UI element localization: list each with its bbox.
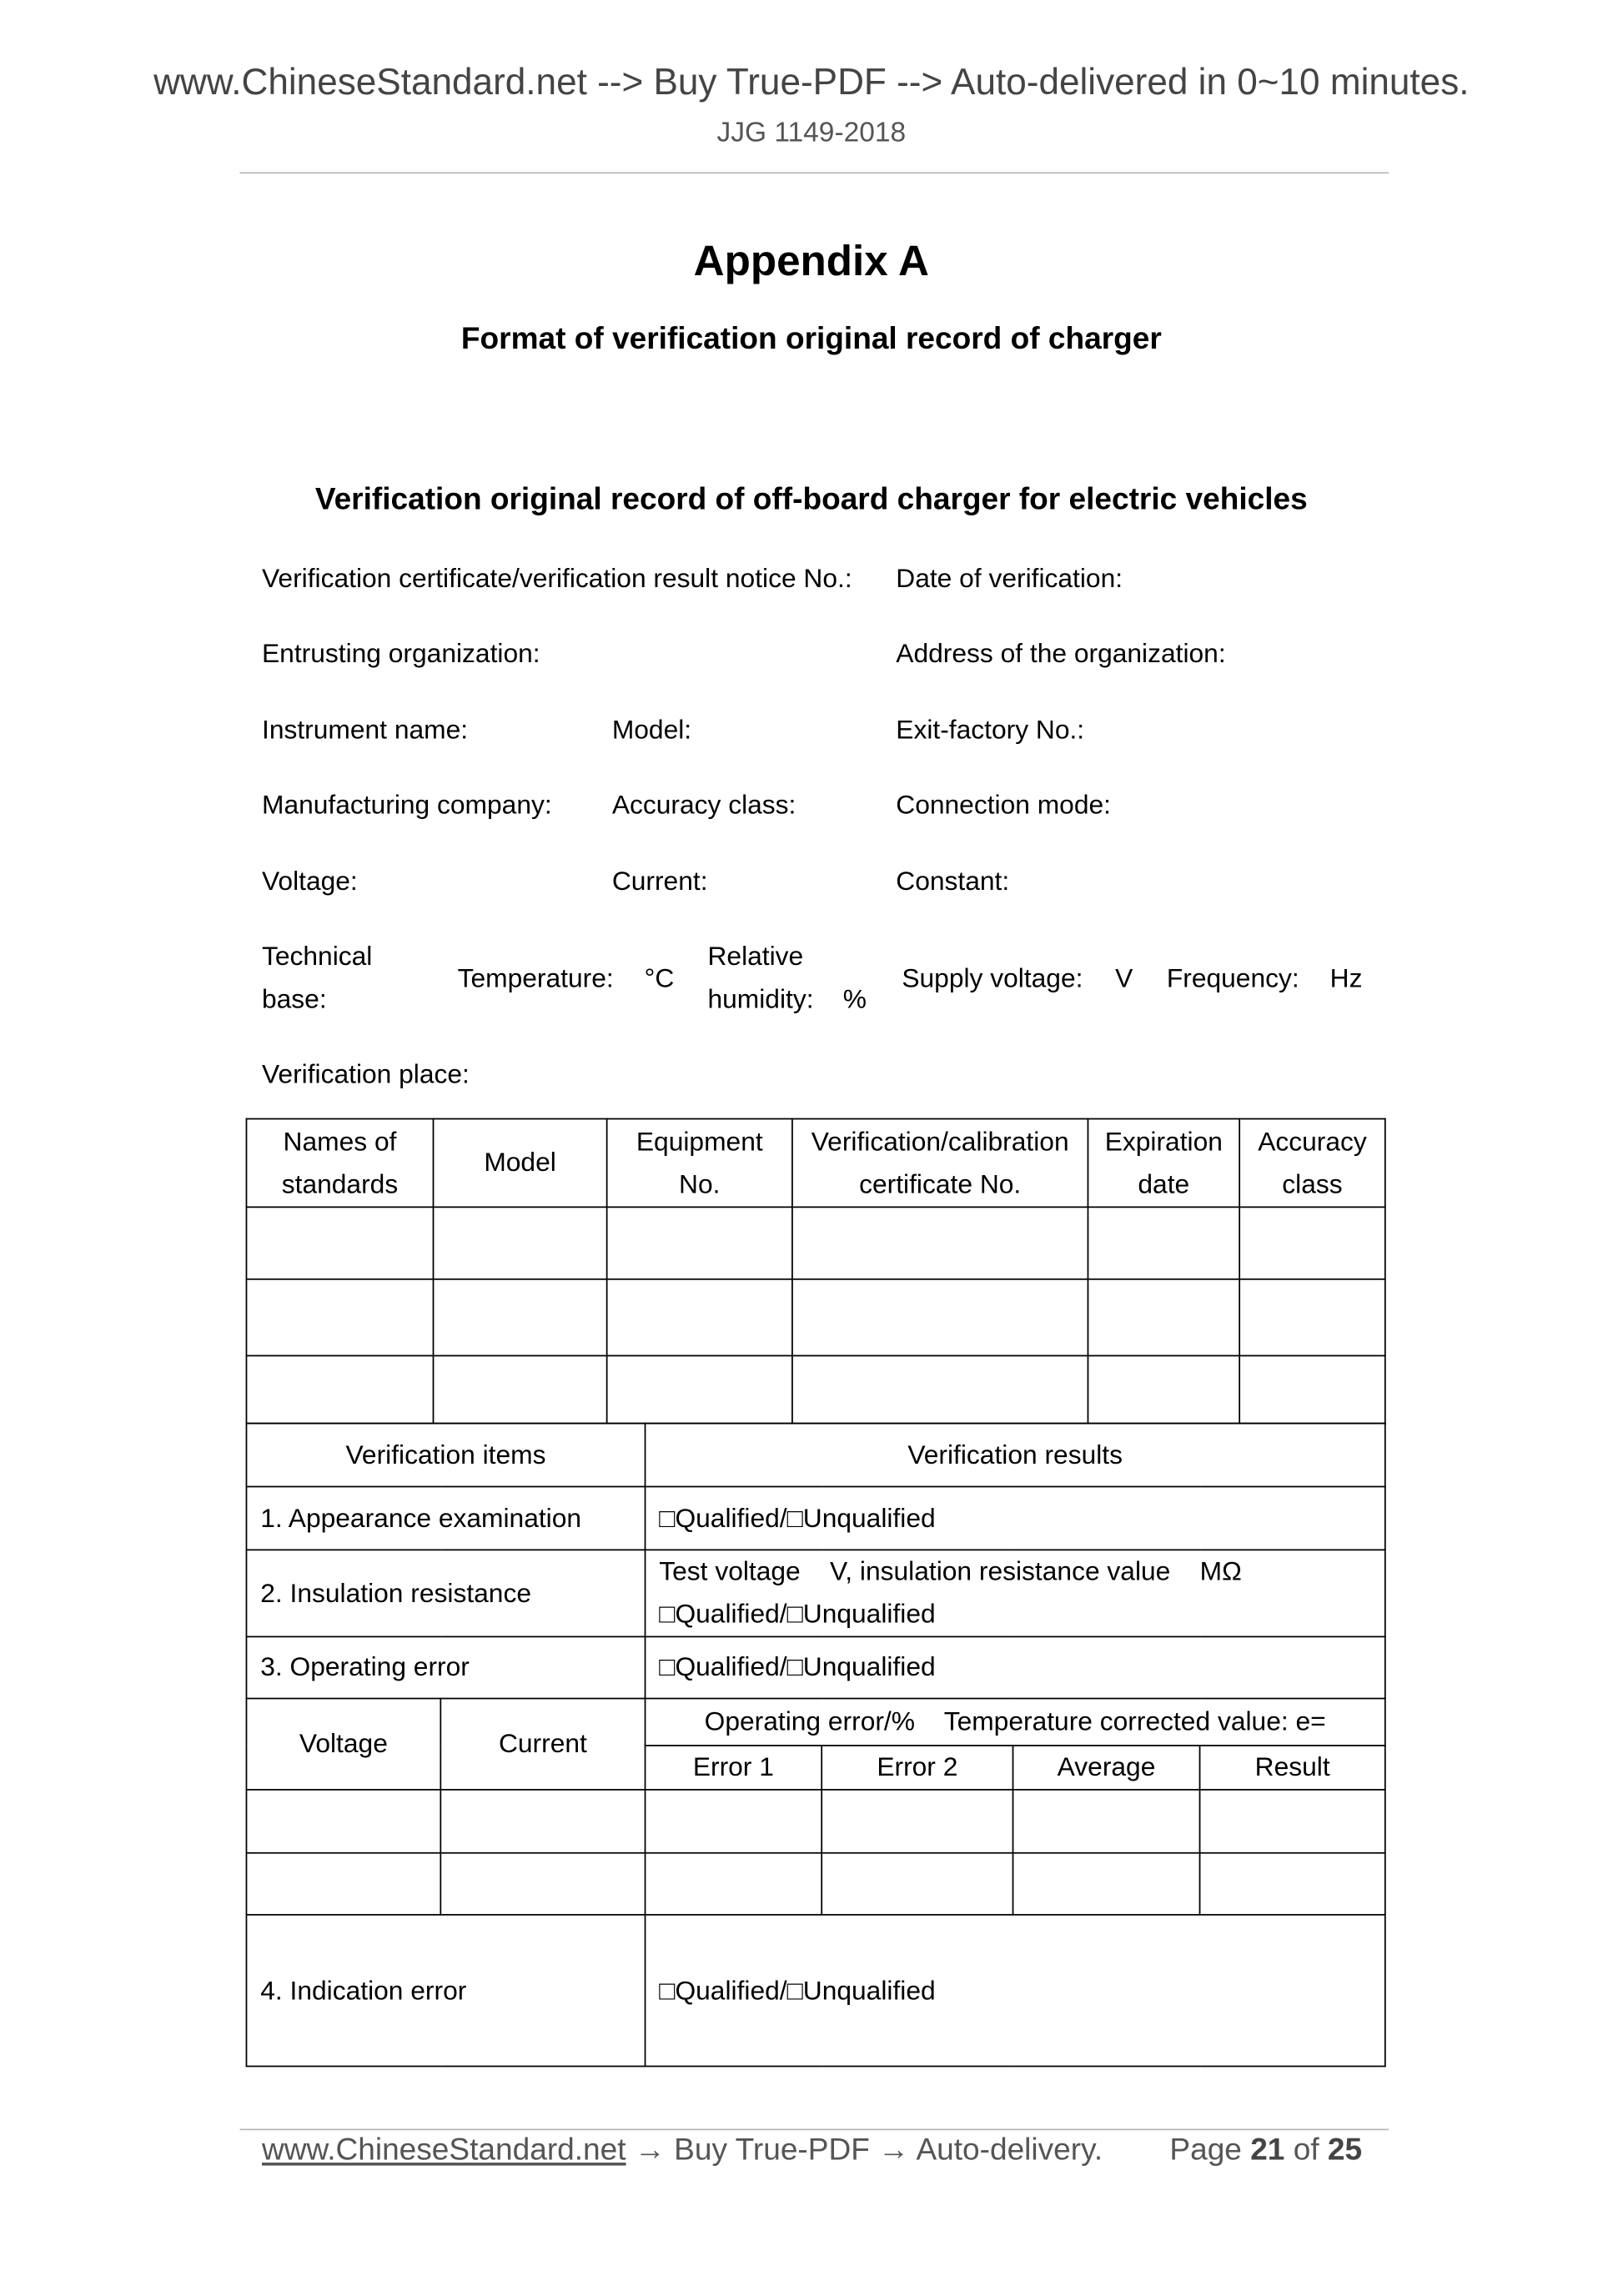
table-cell[interactable] [646, 1790, 822, 1853]
operating-error-row [246, 1636, 1384, 1698]
manufacturer-label: Manufacturing company: [261, 790, 552, 820]
footer-link[interactable]: www.ChineseStandard.net [261, 2133, 626, 2168]
equipment-no-header: Equipment No. [607, 1119, 792, 1208]
humidity-label-line2: humidity: [707, 984, 814, 1014]
table-cell[interactable] [1088, 1279, 1239, 1356]
appendix-subtitle: Format of verification original record of charger [460, 322, 1162, 356]
page-total: 25 [1327, 2133, 1363, 2168]
table-row [246, 1279, 1384, 1356]
voltage-label: Voltage: [261, 866, 358, 897]
appearance-result-checkboxes[interactable]: □Qualified/□Unqualified [646, 1487, 1385, 1550]
table-cell[interactable] [792, 1279, 1088, 1356]
names-of-standards-header: Names of standards [246, 1119, 433, 1208]
table-cell[interactable] [1239, 1279, 1385, 1356]
accuracy-class-label: Accuracy class: [611, 790, 796, 820]
footer-promo-text: → Buy True-PDF → Auto-delivery. [626, 2133, 1103, 2168]
table-cell[interactable] [822, 1790, 1012, 1853]
table-cell[interactable] [246, 1207, 433, 1279]
table-cell[interactable] [1013, 1853, 1200, 1915]
appearance-row [246, 1487, 1384, 1550]
constant-label: Constant: [896, 866, 1010, 897]
table-cell[interactable] [246, 1356, 433, 1424]
temperature-label: Temperature: [457, 963, 614, 993]
connection-mode-label: Connection mode: [896, 790, 1111, 820]
verification-place-label: Verification place: [261, 1059, 470, 1089]
appearance-item: 1. Appearance examination [246, 1487, 645, 1550]
operating-error-result-checkboxes[interactable]: □Qualified/□Unqualified [646, 1636, 1385, 1698]
table-cell[interactable] [246, 1279, 433, 1356]
frequency-label: Frequency: [1166, 963, 1299, 993]
standard-number: JJG 1149-2018 [716, 118, 907, 149]
verification-results-table [246, 1423, 1386, 2067]
table-cell[interactable] [646, 1853, 822, 1915]
exit-factory-no-label: Exit-factory No.: [896, 715, 1085, 745]
table-cell[interactable] [1239, 1207, 1385, 1279]
current-label: Current: [611, 866, 708, 897]
table-cell[interactable] [607, 1207, 792, 1279]
insulation-row [246, 1550, 1384, 1636]
technical-base-label-line2: base: [261, 984, 327, 1014]
footer-promo [262, 2133, 1103, 2168]
header-divider [240, 172, 1389, 173]
insulation-item: 2. Insulation resistance [246, 1550, 645, 1636]
table-cell[interactable] [246, 1853, 440, 1915]
operating-error-item: 3. Operating error [246, 1636, 645, 1698]
page-of: of [1293, 2133, 1319, 2168]
supply-voltage-label: Supply voltage: [902, 963, 1083, 993]
insulation-test-voltage-text: Test voltage V, insulation resistance value MΩ [659, 1556, 1242, 1586]
error-1-header: Error 1 [646, 1746, 822, 1790]
current-column-header: Current [440, 1699, 645, 1790]
entrusting-org-label: Entrusting organization: [261, 638, 540, 668]
technical-base-label-line1: Technical [261, 941, 373, 972]
footer-divider [240, 2129, 1389, 2131]
table-cell[interactable] [440, 1790, 645, 1853]
table-cell[interactable] [433, 1279, 606, 1356]
table-cell[interactable] [822, 1853, 1012, 1915]
record-title: Verification original record of off-board charger for electric vehicles [314, 482, 1308, 517]
humidity-unit: % [842, 984, 867, 1014]
indication-error-row [246, 1915, 1384, 2067]
table-cell[interactable] [1088, 1356, 1239, 1424]
frequency-unit: Hz [1329, 963, 1363, 993]
table-cell[interactable] [607, 1279, 792, 1356]
table-cell[interactable] [792, 1207, 1088, 1279]
table-row [246, 1356, 1384, 1424]
certificate-no-header: Verification/calibration certificate No. [792, 1119, 1088, 1208]
supply-voltage-unit: V [1115, 963, 1133, 993]
table-cell[interactable] [1013, 1790, 1200, 1853]
verification-results-header: Verification results [646, 1424, 1385, 1487]
page-indicator [1169, 2133, 1362, 2168]
model-header: Model [433, 1119, 606, 1208]
page-label: Page [1169, 2133, 1242, 2168]
humidity-label-line1: Relative [707, 941, 804, 972]
table-cell[interactable] [433, 1356, 606, 1424]
table-row [246, 1207, 1384, 1279]
table-cell[interactable] [433, 1207, 606, 1279]
model-label: Model: [611, 715, 692, 745]
standards-table [246, 1118, 1386, 1424]
table-cell[interactable] [792, 1356, 1088, 1424]
table-row [246, 1853, 1384, 1915]
results-header-row [246, 1424, 1384, 1487]
page-current: 21 [1250, 2133, 1285, 2168]
org-address-label: Address of the organization: [896, 638, 1226, 668]
insulation-result-checkboxes[interactable]: □Qualified/□Unqualified [659, 1599, 936, 1629]
temperature-unit: °C [644, 963, 675, 993]
operating-error-header-row [246, 1699, 1384, 1746]
table-cell[interactable] [246, 1790, 440, 1853]
error-2-header: Error 2 [822, 1746, 1012, 1790]
header-banner: www.ChineseStandard.net --> Buy True-PDF --> Auto-delivered in 0~10 minutes. [153, 62, 1470, 103]
table-cell[interactable] [1088, 1207, 1239, 1279]
average-header: Average [1013, 1746, 1200, 1790]
standards-header-row [246, 1119, 1384, 1208]
table-cell[interactable] [440, 1853, 645, 1915]
indication-error-result-checkboxes[interactable]: □Qualified/□Unqualified [646, 1915, 1385, 2067]
instrument-name-label: Instrument name: [261, 715, 469, 745]
result-header: Result [1200, 1746, 1385, 1790]
indication-error-item: 4. Indication error [246, 1915, 645, 2067]
expiration-date-header: Expiration date [1088, 1119, 1239, 1208]
insulation-result [646, 1550, 1385, 1636]
voltage-column-header: Voltage [246, 1699, 440, 1790]
table-cell[interactable] [607, 1356, 792, 1424]
table-cell[interactable] [1200, 1853, 1385, 1915]
table-cell[interactable] [1200, 1790, 1385, 1853]
operating-error-group-header: Operating error/% Temperature corrected value: e= [646, 1699, 1385, 1746]
accuracy-class-header: Accuracy class [1239, 1119, 1385, 1208]
date-label: Date of verification: [896, 563, 1123, 593]
appendix-title: Appendix A [693, 238, 929, 286]
verification-items-header: Verification items [246, 1424, 645, 1487]
table-row [246, 1790, 1384, 1853]
certificate-no-label: Verification certificate/verification result notice No.: [261, 563, 852, 593]
table-cell[interactable] [1239, 1356, 1385, 1424]
